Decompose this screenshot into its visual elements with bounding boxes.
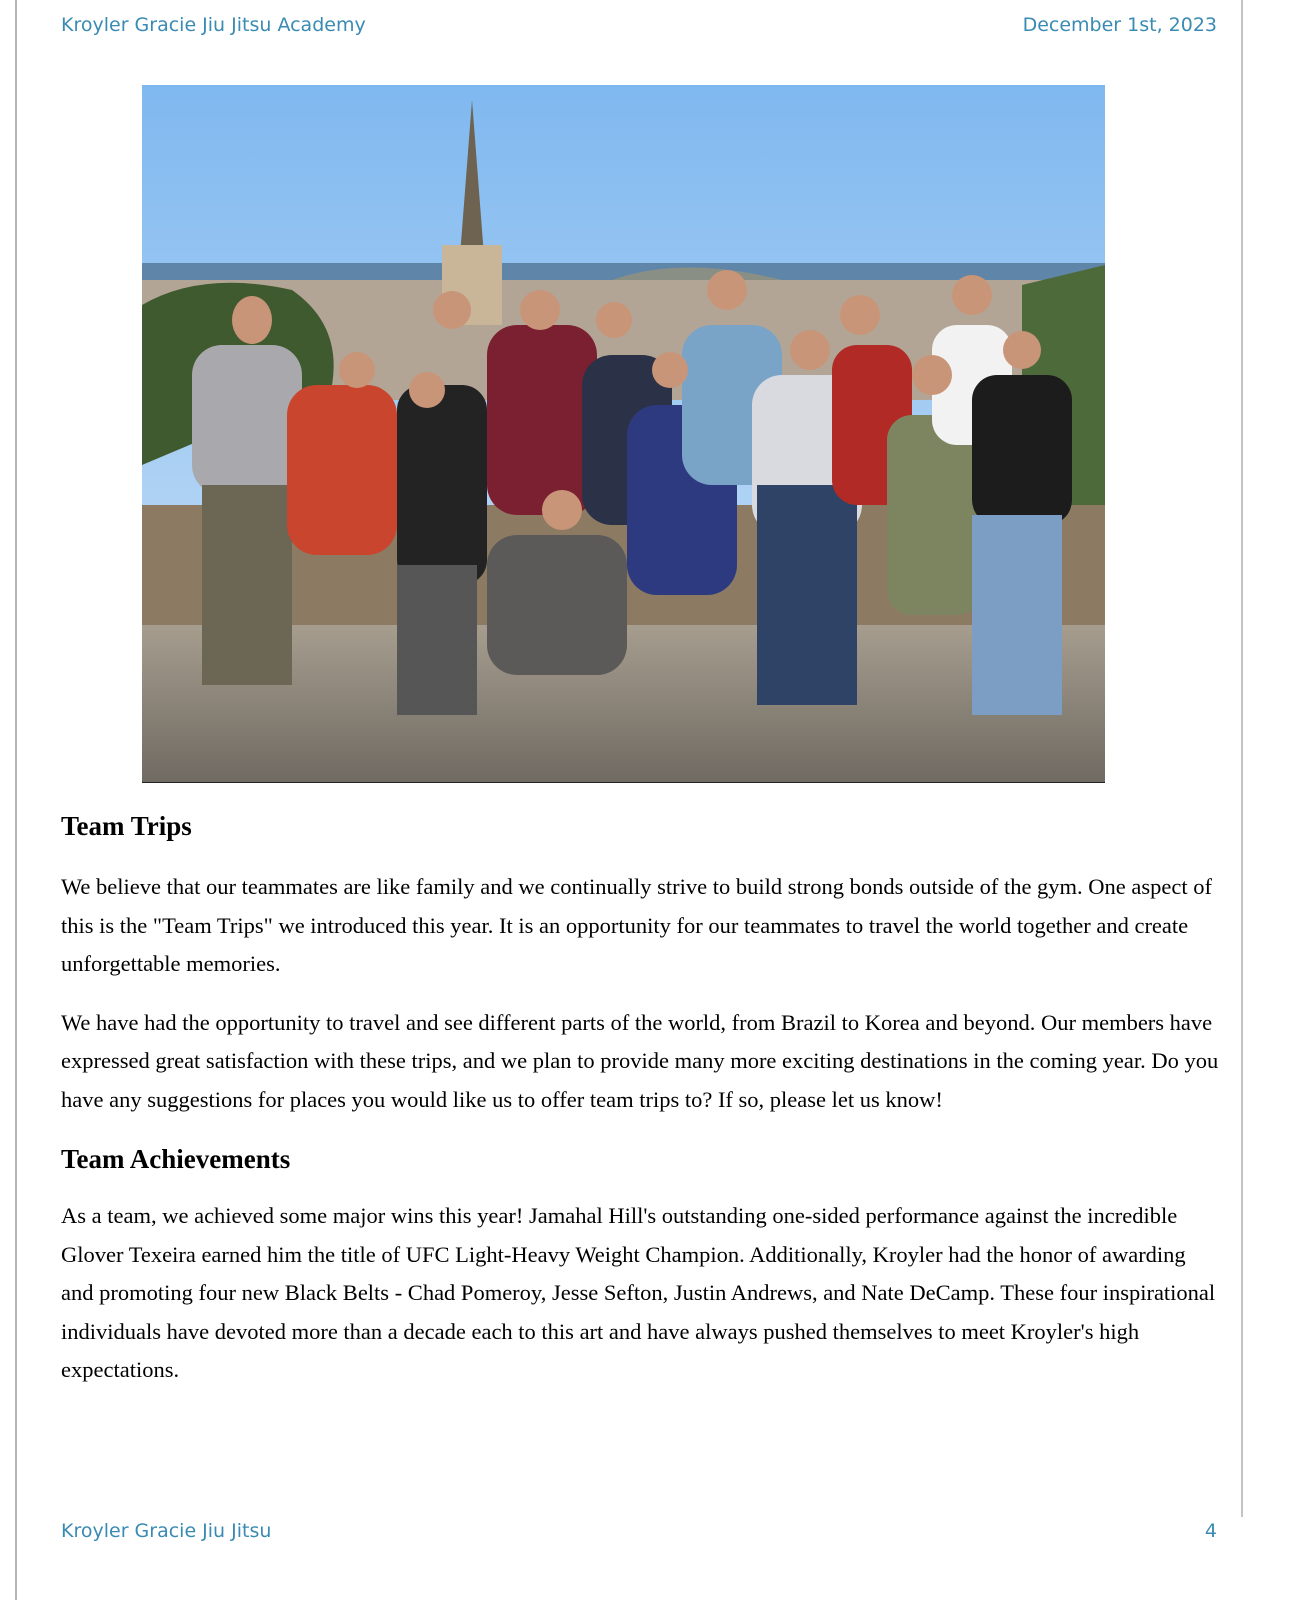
header-org: Kroyler Gracie Jiu Jitsu Academy <box>61 14 366 36</box>
page-number: 4 <box>1204 1520 1217 1542</box>
page-left-border <box>15 0 17 1600</box>
page-right-border <box>1241 0 1243 1517</box>
paragraph: We believe that our teammates are like family and we continually strive to build strong bonds outside of the gym. One aspect of this is the "Team Trips" we introduced this year. It is an opportunity for our teammates to travel the world together and create unforgettable memories. <box>61 874 1213 976</box>
section-heading-team-achievements: Team Achievements <box>61 1144 291 1174</box>
header-date: December 1st, 2023 <box>1022 14 1217 36</box>
paragraph: We have had the opportunity to travel and see different parts of the world, from Brazil to Korea and beyond. Our members have expressed great satisfaction with these trips, and we plan to provide many more exciting destinations in the coming year. Do you have any suggestions for places you would like us to offer team trips to? If so, please let us know! <box>61 1009 1219 1112</box>
footer-org: Kroyler Gracie Jiu Jitsu <box>61 1520 272 1542</box>
article-body <box>61 806 1221 1410</box>
section-heading-team-trips: Team Trips <box>61 811 192 841</box>
paragraph: As a team, we achieved some major wins this year! Jamahal Hill's outstanding one-sided performance against the incredible Glover Texeira earned him the title of UFC Light-Heavy Weight Champion. Additionally, Kroyler had the honor of awarding and promoting four new Black Belts - Chad Pomeroy, Jesse Sefton, Justin Andrews, and Nate DeCamp. These four inspirational individuals have devoted more than a decade each to this art and have always pushed themselves to meet Kroyler's high expectations. <box>61 1203 1216 1382</box>
team-photo <box>142 85 1105 783</box>
